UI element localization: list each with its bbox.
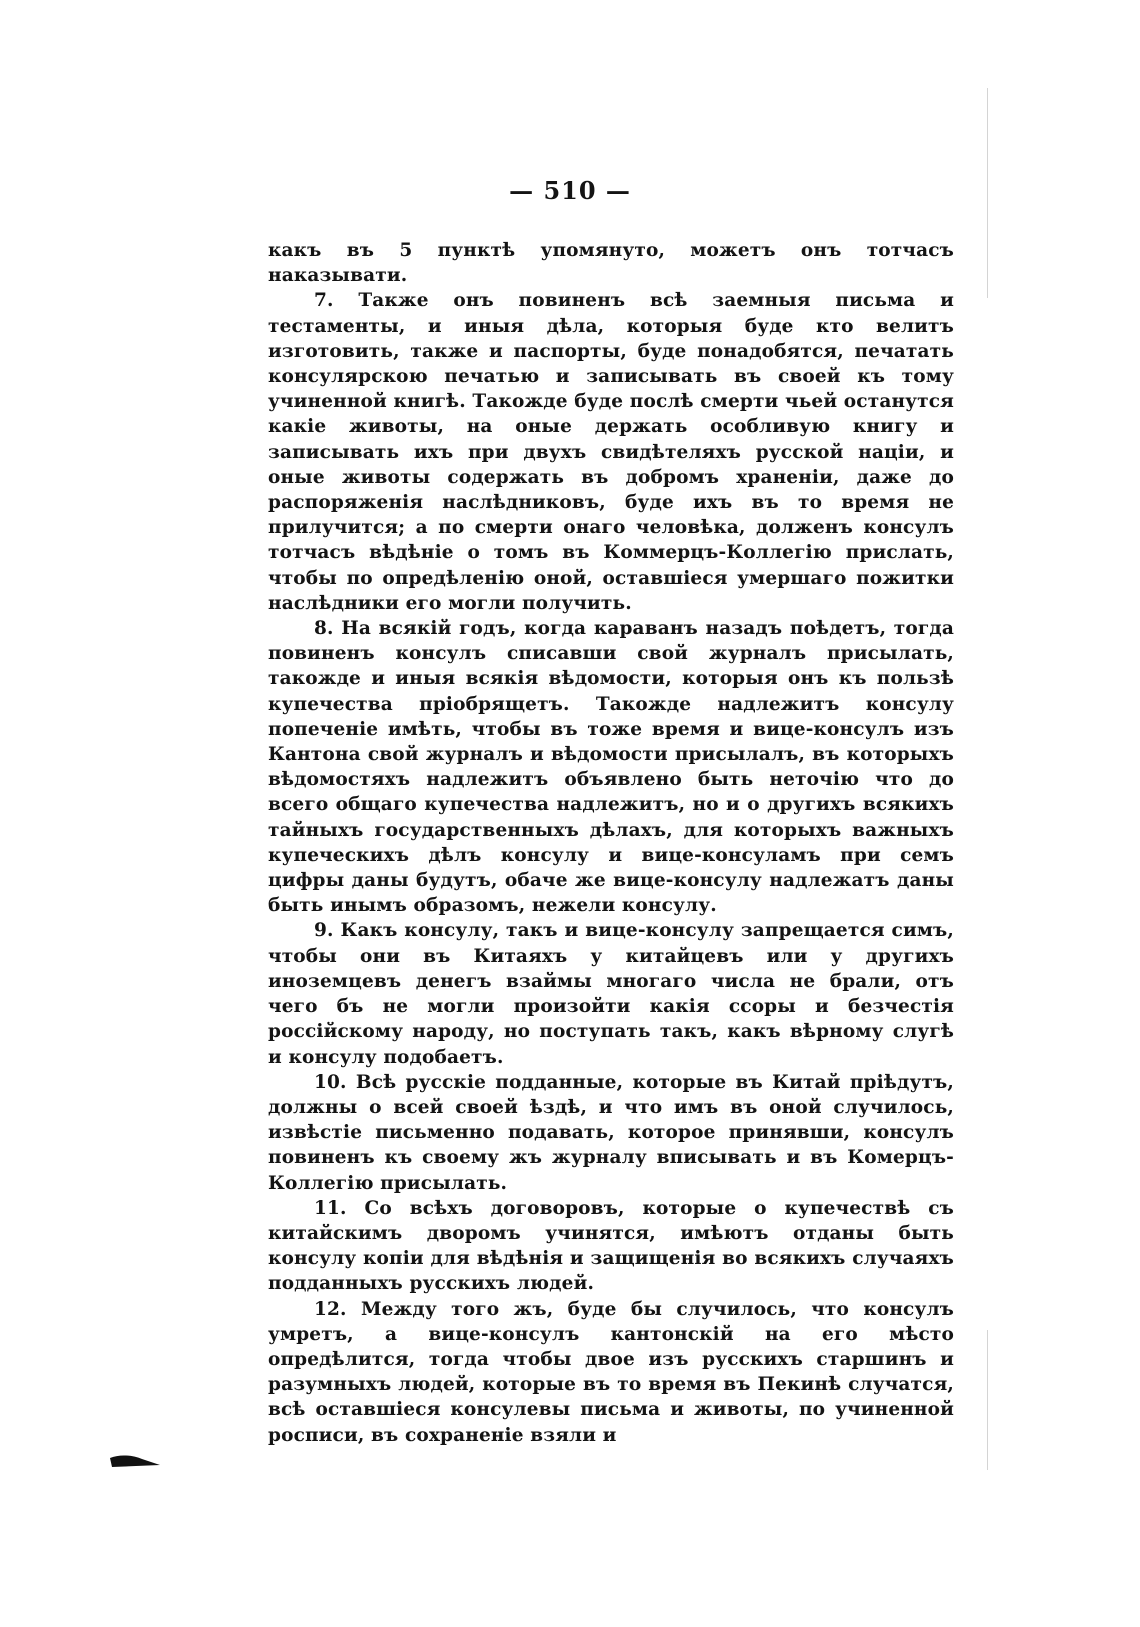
ink-mark-icon <box>110 1452 160 1470</box>
text-column <box>268 238 954 1448</box>
paragraph-continuation: какъ въ 5 пунктѣ упомянуто, можетъ онъ тотчасъ наказывати. <box>268 240 954 287</box>
paragraph-12: 12. Между того жъ, буде бы случилось, что консулъ умретъ, а вице-консулъ кантонскій на его мѣсто опредѣлится, тогда чтобы двое изъ русскихъ старшинъ и разумныхъ людей, которые въ то время въ Пекинѣ случатся, всѣ оставшіеся консулевы письма и животы, по учиненной росписи, въ сохраненіе взяли и <box>268 1298 954 1446</box>
paragraph-9: 9. Какъ консулу, такъ и вице-консулу запрещается симъ, чтобы они въ Китаяхъ у китайцевъ или у другихъ иноземцевъ денегъ взаймы многаго числа не брали, отъ чего бъ не могли произойти какія ссоры и безчестія россійскому народу, но поступать такъ, какъ вѣрному слугѣ и консулу подобаетъ. <box>268 920 954 1068</box>
paragraph-7: 7. Также онъ повиненъ всѣ заемныя письма и тестаменты, и иныя дѣла, которыя буде кто велитъ изготовить, также и паспорты, буде понадобятся, печатать консулярскою печатью и записывать въ своей къ тому учиненной книгѣ. Тaкожде буде послѣ смерти чьей останутся какіе животы, на оные держать особливую книгу и записывать ихъ при двухъ свидѣтеляхъ русской націи, и оные животы содержать въ добромъ храненіи, даже до распоряженія наслѣдниковъ, буде ихъ въ то время не прилучится; а по смерти онаго человѣка, долженъ консулъ тотчасъ вѣдѣніе о томъ въ Коммерцъ-Коллегію прислать, чтобы по опредѣленію оной, оставшіеся умершаго пожитки наслѣдники его могли получить. <box>268 290 954 614</box>
page-number: — 510 — <box>509 176 631 205</box>
paragraph-11: 11. Со всѣхъ договоровъ, которые о купечествѣ съ китайскимъ дворомъ учинятся, имѣютъ отданы быть консулу копіи для вѣдѣнія и защищенія во всякихъ случаяхъ подданныхъ русскихъ людей. <box>268 1197 954 1295</box>
right-margin-line-lower <box>987 1330 988 1470</box>
paragraph-8: 8. На всякій годъ, когда караванъ назадъ поѣдетъ, тогда повиненъ консулъ списавши свой журналъ присылать, такожде и иныя всякія вѣдомости, которыя онъ къ пользѣ купечества пріобрящетъ. Такожде надлежитъ консулу попеченіе имѣть, чтобы въ тоже время и вице-консулъ изъ Кантона свой журналъ и вѣдомости присылалъ, въ которыхъ вѣдомостяхъ надлежитъ объявлено быть неточію что до всего общаго купечества надлежитъ, но и о другихъ всякихъ тайныхъ государственныхъ дѣлахъ, для которыхъ важныхъ купеческихъ дѣлъ консулу и вице-консуламъ при семъ цифры даны будутъ, обаче же вице-консулу надлежатъ даны быть инымъ образомъ, нежели консулу. <box>268 618 954 917</box>
paragraph-10: 10. Всѣ русскіе подданные, которые въ Китай пріѣдутъ, должны о всей своей ѣздѣ, и что имъ въ оной случилось, извѣстіе письменно подавать, которое принявши, консулъ повиненъ къ своему жъ журналу вписывать и въ Комерцъ-Коллегію присылать. <box>268 1071 954 1194</box>
